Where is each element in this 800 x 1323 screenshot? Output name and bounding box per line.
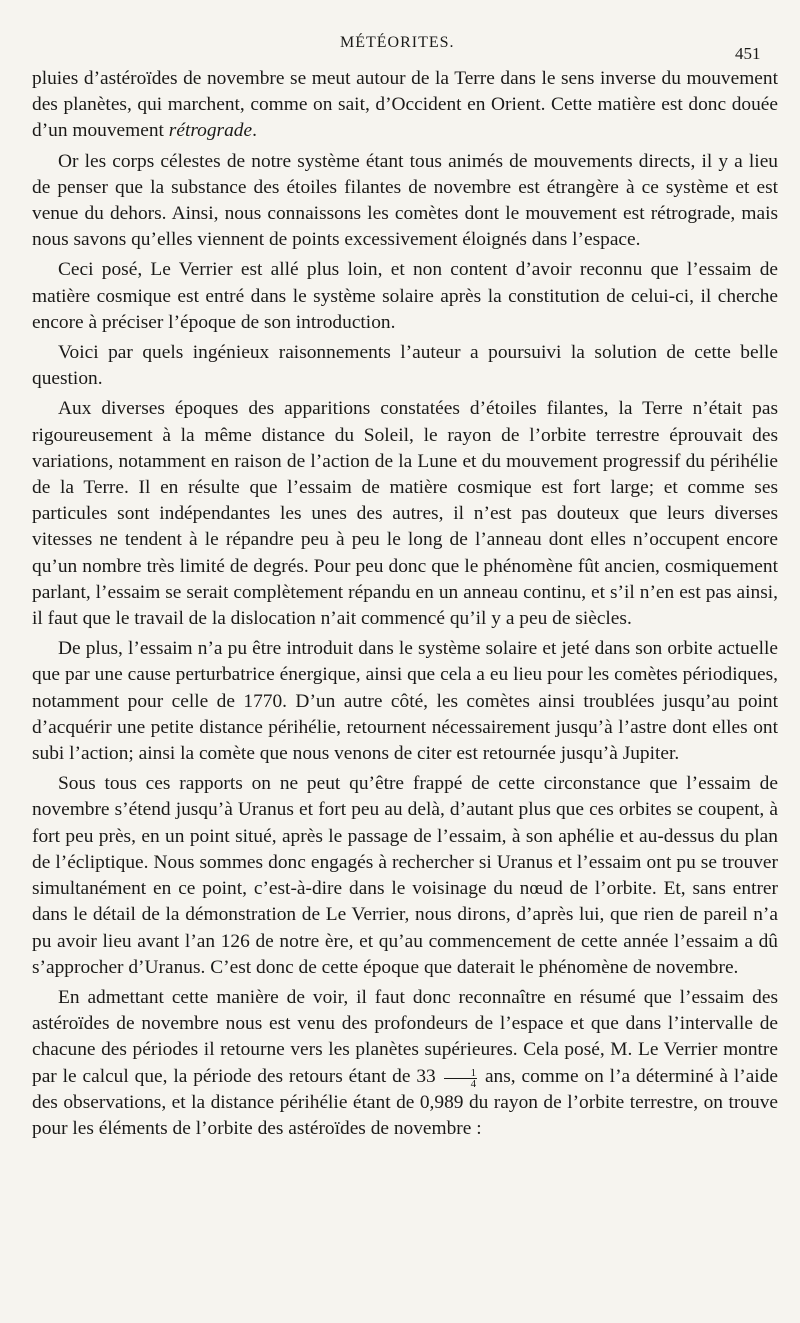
- paragraph: Aux diverses époques des apparitions constatées d’étoiles filantes, la Terre n’était pas rigoureusement à la même distance du Soleil, le rayon de l’orbite terrestre éprouvait des variations, notamment en raison de l’action de la Lune et du mouvement progressif du périhélie de la Terre. Il en résulte que l’essaim de matière cosmique est fort large; et comme ses particules sont indépendantes les unes des autres, il n’est pas douteux que leurs diverses vitesses ne tendent à le répandre peu à peu le long de l’anneau dont elles n’occupent encore qu’un nombre très limité de degrés. Pour peu donc que le phénomène fût ancien, cosmiquement parlant, l’essaim se serait complètement répandu en un anneau continu, et s’il n’en est pas ainsi, il faut que le travail de la dislocation n’ait commencé qu’il y a peu de siècles.: [32, 398, 778, 630]
- fraction: [444, 1068, 478, 1089]
- paragraph: De plus, l’essaim n’a pu être introduit dans le système solaire et jeté dans son orbite actuelle que par une cause perturbatrice énergique, ainsi que cela a eu lieu pour les comètes périodiques, notamment pour celle de 1770. D’un autre côté, les comètes ainsi troublées jusqu’au point d’acquérir une petite distance périhélie, retournent nécessairement jusqu’à l’astre dont elles ont subi l’action; ainsi la comète que nous venons de citer est retournée jusqu’à Jupiter.: [32, 638, 778, 765]
- fraction-denominator: 4: [470, 1077, 477, 1090]
- paragraph-text: En admettant cette manière de voir, il faut donc reconnaître en résumé que l’essaim des astéroïdes de novembre nous est venu des profondeurs de l’espace et que dans l’intervalle de chacune des périodes il retourne vers les planètes supérieures. Cela posé, M. Le Verrier montre par le calcul que, la période des retours étant de 33: [32, 986, 778, 1087]
- paragraph-text: ans, comme on l’a déterminé à l’aide des observations, et la distance périhélie étant de 0,989 du rayon de l’orbite terrestre, on trouve pour les éléments de l’orbite des astéroïdes de novembre :: [32, 1065, 778, 1139]
- paragraph: Voici par quels ingénieux raisonnements l’auteur a poursuivi la solution de cette belle question.: [32, 342, 778, 390]
- paragraph-text: pluies d’astéroïdes de novembre se meut autour de la Terre dans le sens inverse du mouvement des planètes, qui marchent, comme on sait, d’Occident en Orient. Cette matière est donc douée d’un mouvement: [32, 68, 778, 142]
- paragraph-continuation: [32, 66, 778, 145]
- paragraph: [32, 985, 778, 1142]
- body-text: [32, 66, 778, 1142]
- paragraph: Or les corps célestes de notre système étant tous animés de mouvements directs, il y a lieu de penser que la substance des étoiles filantes de novembre est étrangère à ce système et est venue du dehors. Ainsi, nous connaissons les comètes dont le mouvement est rétrograde, mais nous savons qu’elles viennent de points excessivement éloignés dans l’espace.: [32, 150, 778, 251]
- italic-term: rétrograde: [168, 120, 253, 142]
- paragraph: Sous tous ces rapports on ne peut qu’être frappé de cette circonstance que l’essaim de novembre s’étend jusqu’à Uranus et fort peu au delà, d’autant plus que ces orbites se coupent, à fort peu près, en un point situé, après le passage de l’essaim, à son aphélie et au-dessus du plan de l’écliptique. Nous sommes donc engagés à rechercher si Uranus et l’essaim ont pu se trouver simultanément en ce point, c’est-à-dire dans le voisinage du nœud de l’orbite. Et, sans entrer dans le détail de la démonstration de Le Verrier, nous dirons, d’après lui, que rien de pareil n’a pu avoir lieu avant l’an 126 de notre ère, et qu’au commencement de cette année l’essaim a dû s’approcher d’Uranus. C’est donc de cette époque que daterait le phénomène de novembre.: [32, 773, 778, 978]
- paragraph: Ceci posé, Le Verrier est allé plus loin, et non content d’avoir reconnu que l’essaim de matière cosmique est entré dans le système solaire après la constitution de celui-ci, il cherche encore à préciser l’époque de son introduction.: [32, 259, 778, 333]
- fraction-numerator: 1: [444, 1068, 478, 1079]
- page-number: 451: [735, 44, 761, 63]
- running-head: [0, 34, 800, 64]
- running-title: MÉTÉORITES.: [340, 34, 455, 51]
- paragraph-text: .: [252, 120, 257, 142]
